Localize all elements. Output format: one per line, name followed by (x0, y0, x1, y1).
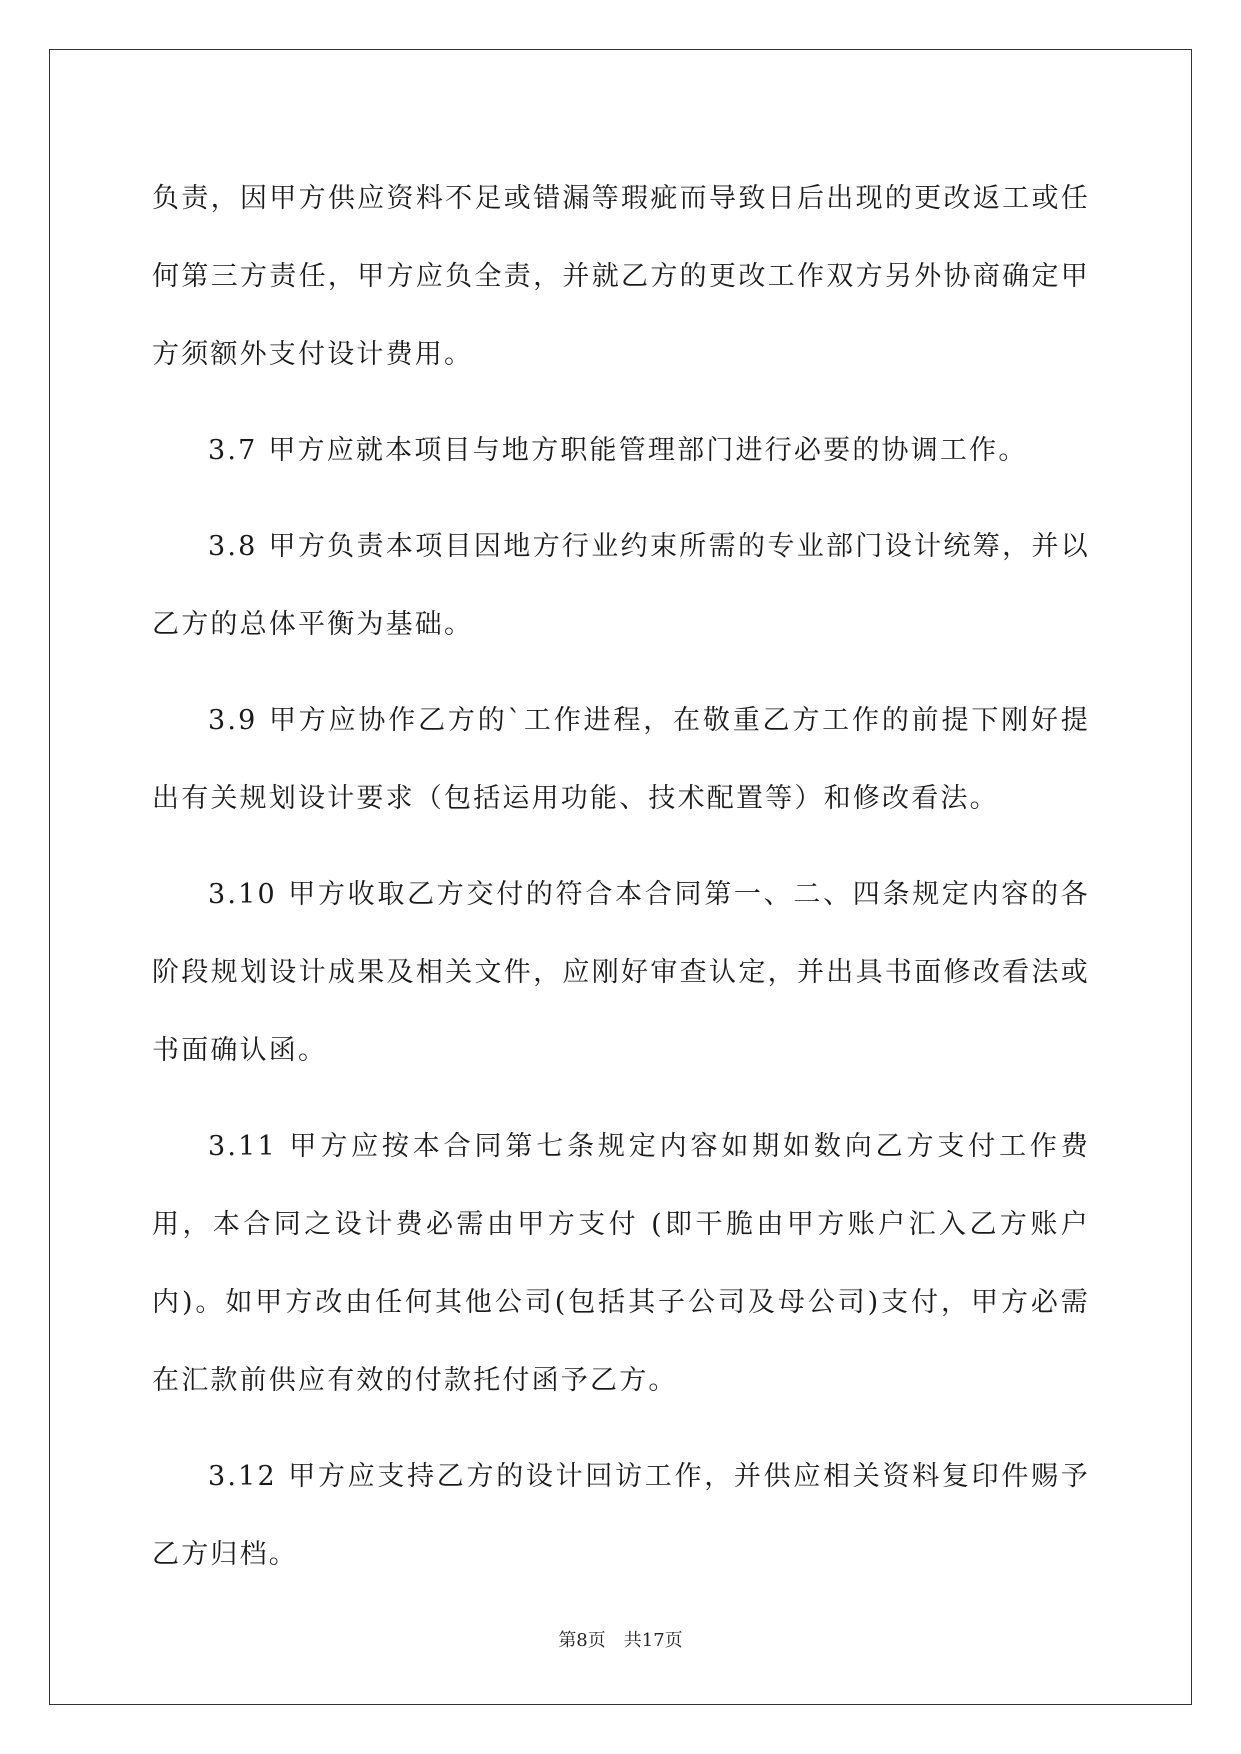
paragraph-continuation: 负责，因甲方供应资料不足或错漏等瑕疵而导致日后出现的更改返工或任何第三方责任，甲方应负全责，并就乙方的更改工作双方另外协商确定甲方须额外支付设计费用。 (152, 183, 1090, 370)
paragraph-3-9: 3.9 甲方应协作乙方的`工作进程，在敬重乙方工作的前提下刚好提出有关规划设计要求（包括运用功能、技术配置等）和修改看法。 (152, 705, 1090, 814)
paragraph-3-11: 3.11 甲方应按本合同第七条规定内容如期如数向乙方支付工作费用，本合同之设计费必需由甲方支付 (即干脆由甲方账户汇入乙方账户内)。如甲方改由任何其他公司(包括其子公司及母公司)支付，甲方必需在汇款前供应有效的付款托付函予乙方。 (152, 1131, 1090, 1396)
paragraph-3-8: 3.8 甲方负责本项目因地方行业约束所需的专业部门设计统筹，并以乙方的总体平衡为基础。 (152, 531, 1090, 640)
paragraph-3-7: 3.7 甲方应就本项目与地方职能管理部门进行必要的协调工作。 (208, 435, 1028, 466)
document-body (152, 160, 1090, 1612)
paragraph-3-10: 3.10 甲方收取乙方交付的符合本合同第一、二、四条规定内容的各阶段规划设计成果及相关文件，应刚好审查认定，并出具书面修改看法或书面确认函。 (152, 879, 1090, 1066)
paragraph-3-12: 3.12 甲方应支持乙方的设计回访工作，并供应相关资料复印件赐予乙方归档。 (152, 1461, 1090, 1570)
page-number-footer: 第8页 共17页 (558, 1630, 683, 1651)
